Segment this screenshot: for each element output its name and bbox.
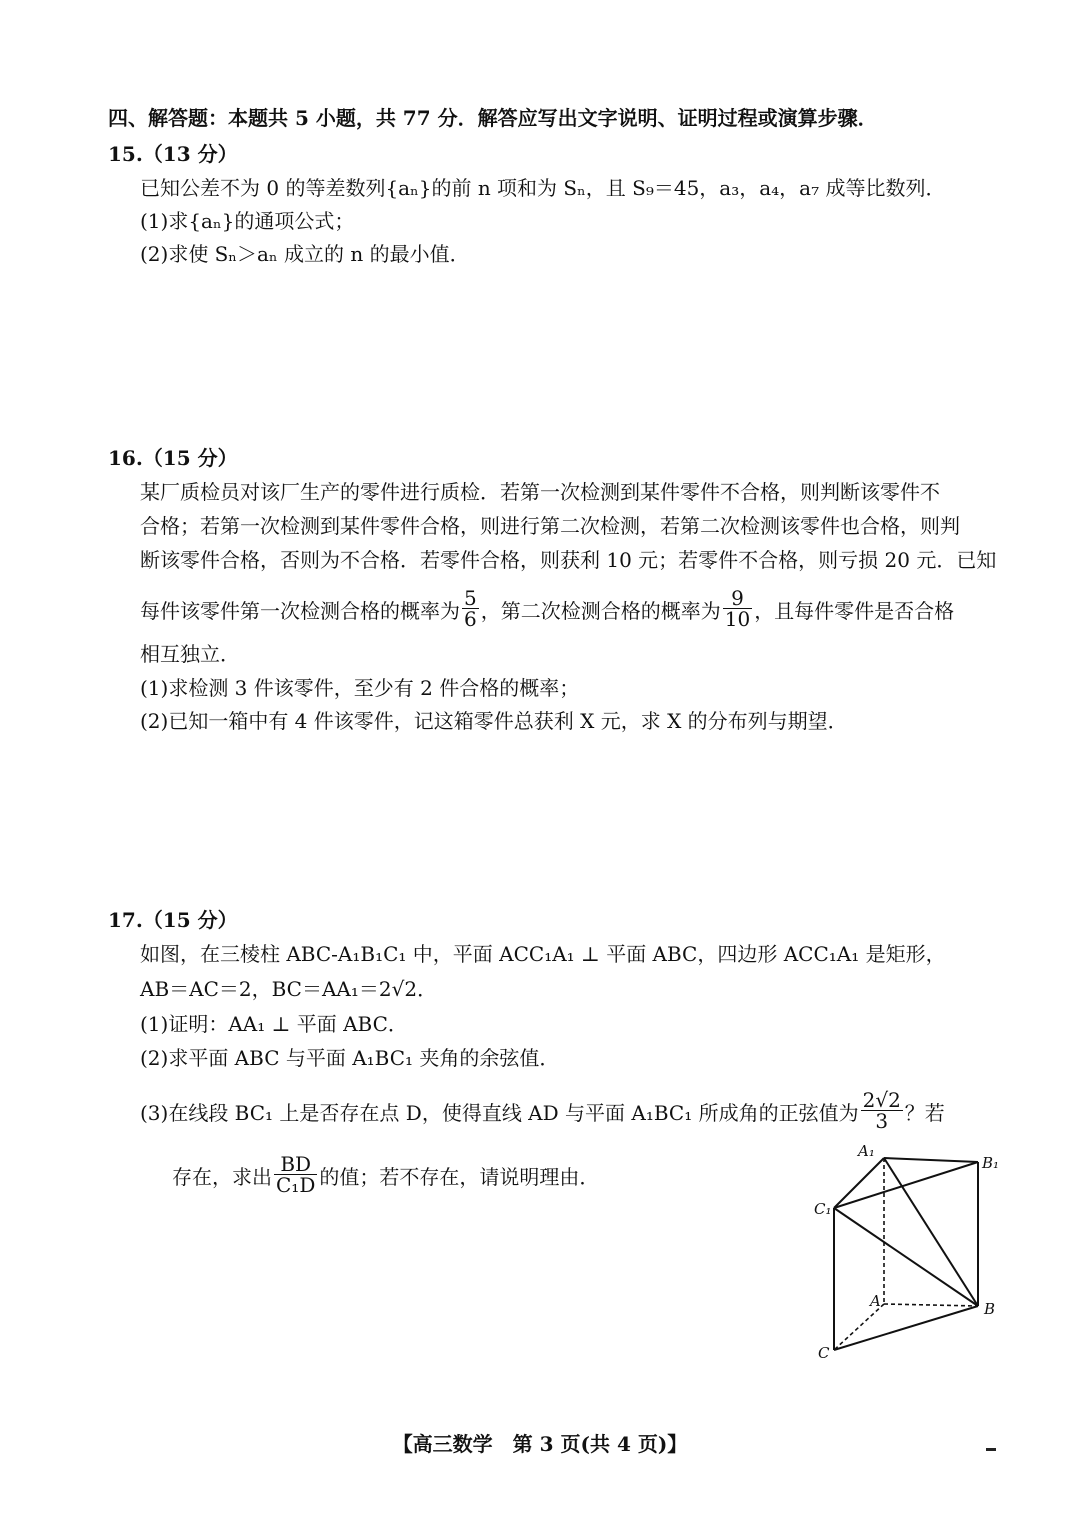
label-a1: A₁ (858, 1142, 875, 1160)
fraction-two-root-two-thirds (861, 1090, 903, 1131)
fraction-nine-tenths (723, 588, 752, 629)
edge-c-b (834, 1306, 978, 1350)
fraction-denominator: 6 (464, 607, 477, 631)
fraction-denominator: C₁D (276, 1173, 316, 1197)
q16-line2: 合格；若第一次检测到某件零件合格，则进行第二次检测，若第二次检测该零件也合格，则判 (140, 514, 960, 538)
fraction-numerator: 5 (464, 586, 477, 610)
label-c: C (818, 1344, 830, 1362)
edge-a1-b (884, 1158, 978, 1306)
q16-line5: 相互独立． (140, 642, 240, 666)
q15-stem: 已知公差不为 0 的等差数列{aₙ}的前 n 项和为 Sₙ，且 S₉＝45，a₃，a₄，a₇ 成等比数列． (140, 176, 946, 200)
fraction-denominator: 10 (724, 607, 751, 631)
q17-part3-c: 存在，求出 (172, 1165, 272, 1189)
q15-part2: (2)求使 Sₙ＞aₙ 成立的 n 的最小值． (140, 242, 470, 266)
edge-c1-b (834, 1208, 978, 1306)
q16-line4-c: ，且每件零件是否合格 (754, 599, 955, 623)
q16-part2: (2)已知一箱中有 4 件该零件，记这箱零件总获利 X 元，求 X 的分布列与期望． (140, 709, 848, 733)
q16-line4 (140, 586, 955, 633)
q17-part3-line1 (140, 1088, 945, 1135)
page-footer: 【高三数学 第 3 页(共 4 页)】 (392, 1432, 688, 1456)
q17-part3-d: 的值；若不存在，请说明理由． (319, 1165, 600, 1189)
q17-part3-line2 (172, 1152, 600, 1199)
q16-number: 16.（15 分） (108, 446, 238, 470)
q16-line1: 某厂质检员对该厂生产的零件进行质检．若第一次检测到某件零件不合格，则判断该零件不 (140, 480, 940, 504)
q16-line4-a: 每件该零件第一次检测合格的概率为 (140, 599, 460, 623)
q17-part3-b: ？若 (904, 1101, 945, 1125)
label-b1: B₁ (982, 1154, 1000, 1172)
q15-number: 15.（13 分） (108, 142, 238, 166)
q17-part3-a: (3)在线段 BC₁ 上是否存在点 D，使得直线 AD 与平面 A₁BC₁ 所成角的正弦值为 (140, 1101, 859, 1125)
prism-figure (810, 1140, 1010, 1370)
label-a: A (870, 1292, 881, 1310)
fraction-denominator: 3 (875, 1109, 889, 1133)
fraction-numerator: BD (274, 1154, 317, 1175)
edge-a1-b1 (884, 1158, 978, 1162)
fraction-five-sixths (462, 588, 479, 629)
label-c1: C₁ (814, 1200, 832, 1218)
q17-number: 17.（15 分） (108, 908, 238, 932)
q17-part1: (1)证明：AA₁ ⊥ 平面 ABC． (140, 1012, 408, 1036)
q17-part2: (2)求平面 ABC 与平面 A₁BC₁ 夹角的余弦值． (140, 1046, 560, 1070)
prism-diagram (810, 1140, 1010, 1370)
q17-line1: 如图，在三棱柱 ABC-A₁B₁C₁ 中，平面 ACC₁A₁ ⊥ 平面 ABC，四边形 ACC₁A₁ 是矩形， (140, 942, 946, 966)
corner-mark (986, 1448, 996, 1451)
q17-line2: AB＝AC＝2，BC＝AA₁＝2√2． (140, 977, 438, 1001)
section-header: 四、解答题：本题共 5 小题，共 77 分．解答应写出文字说明、证明过程或演算步骤． (108, 106, 878, 130)
fraction-numerator: 2√2 (862, 1088, 901, 1112)
q16-line4-b: ，第二次检测合格的概率为 (480, 599, 721, 623)
q16-part1: (1)求检测 3 件该零件，至少有 2 件合格的概率； (140, 676, 580, 700)
fraction-bd-over-c1d (274, 1154, 317, 1195)
edge-a-b-hidden (884, 1304, 978, 1306)
q16-line3: 断该零件合格，否则为不合格．若零件合格，则获利 10 元；若零件不合格，则亏损 20 元．已知 (140, 548, 997, 572)
q15-part1: (1)求{aₙ}的通项公式； (140, 209, 355, 233)
label-b: B (984, 1300, 996, 1318)
fraction-numerator: 9 (723, 588, 752, 609)
